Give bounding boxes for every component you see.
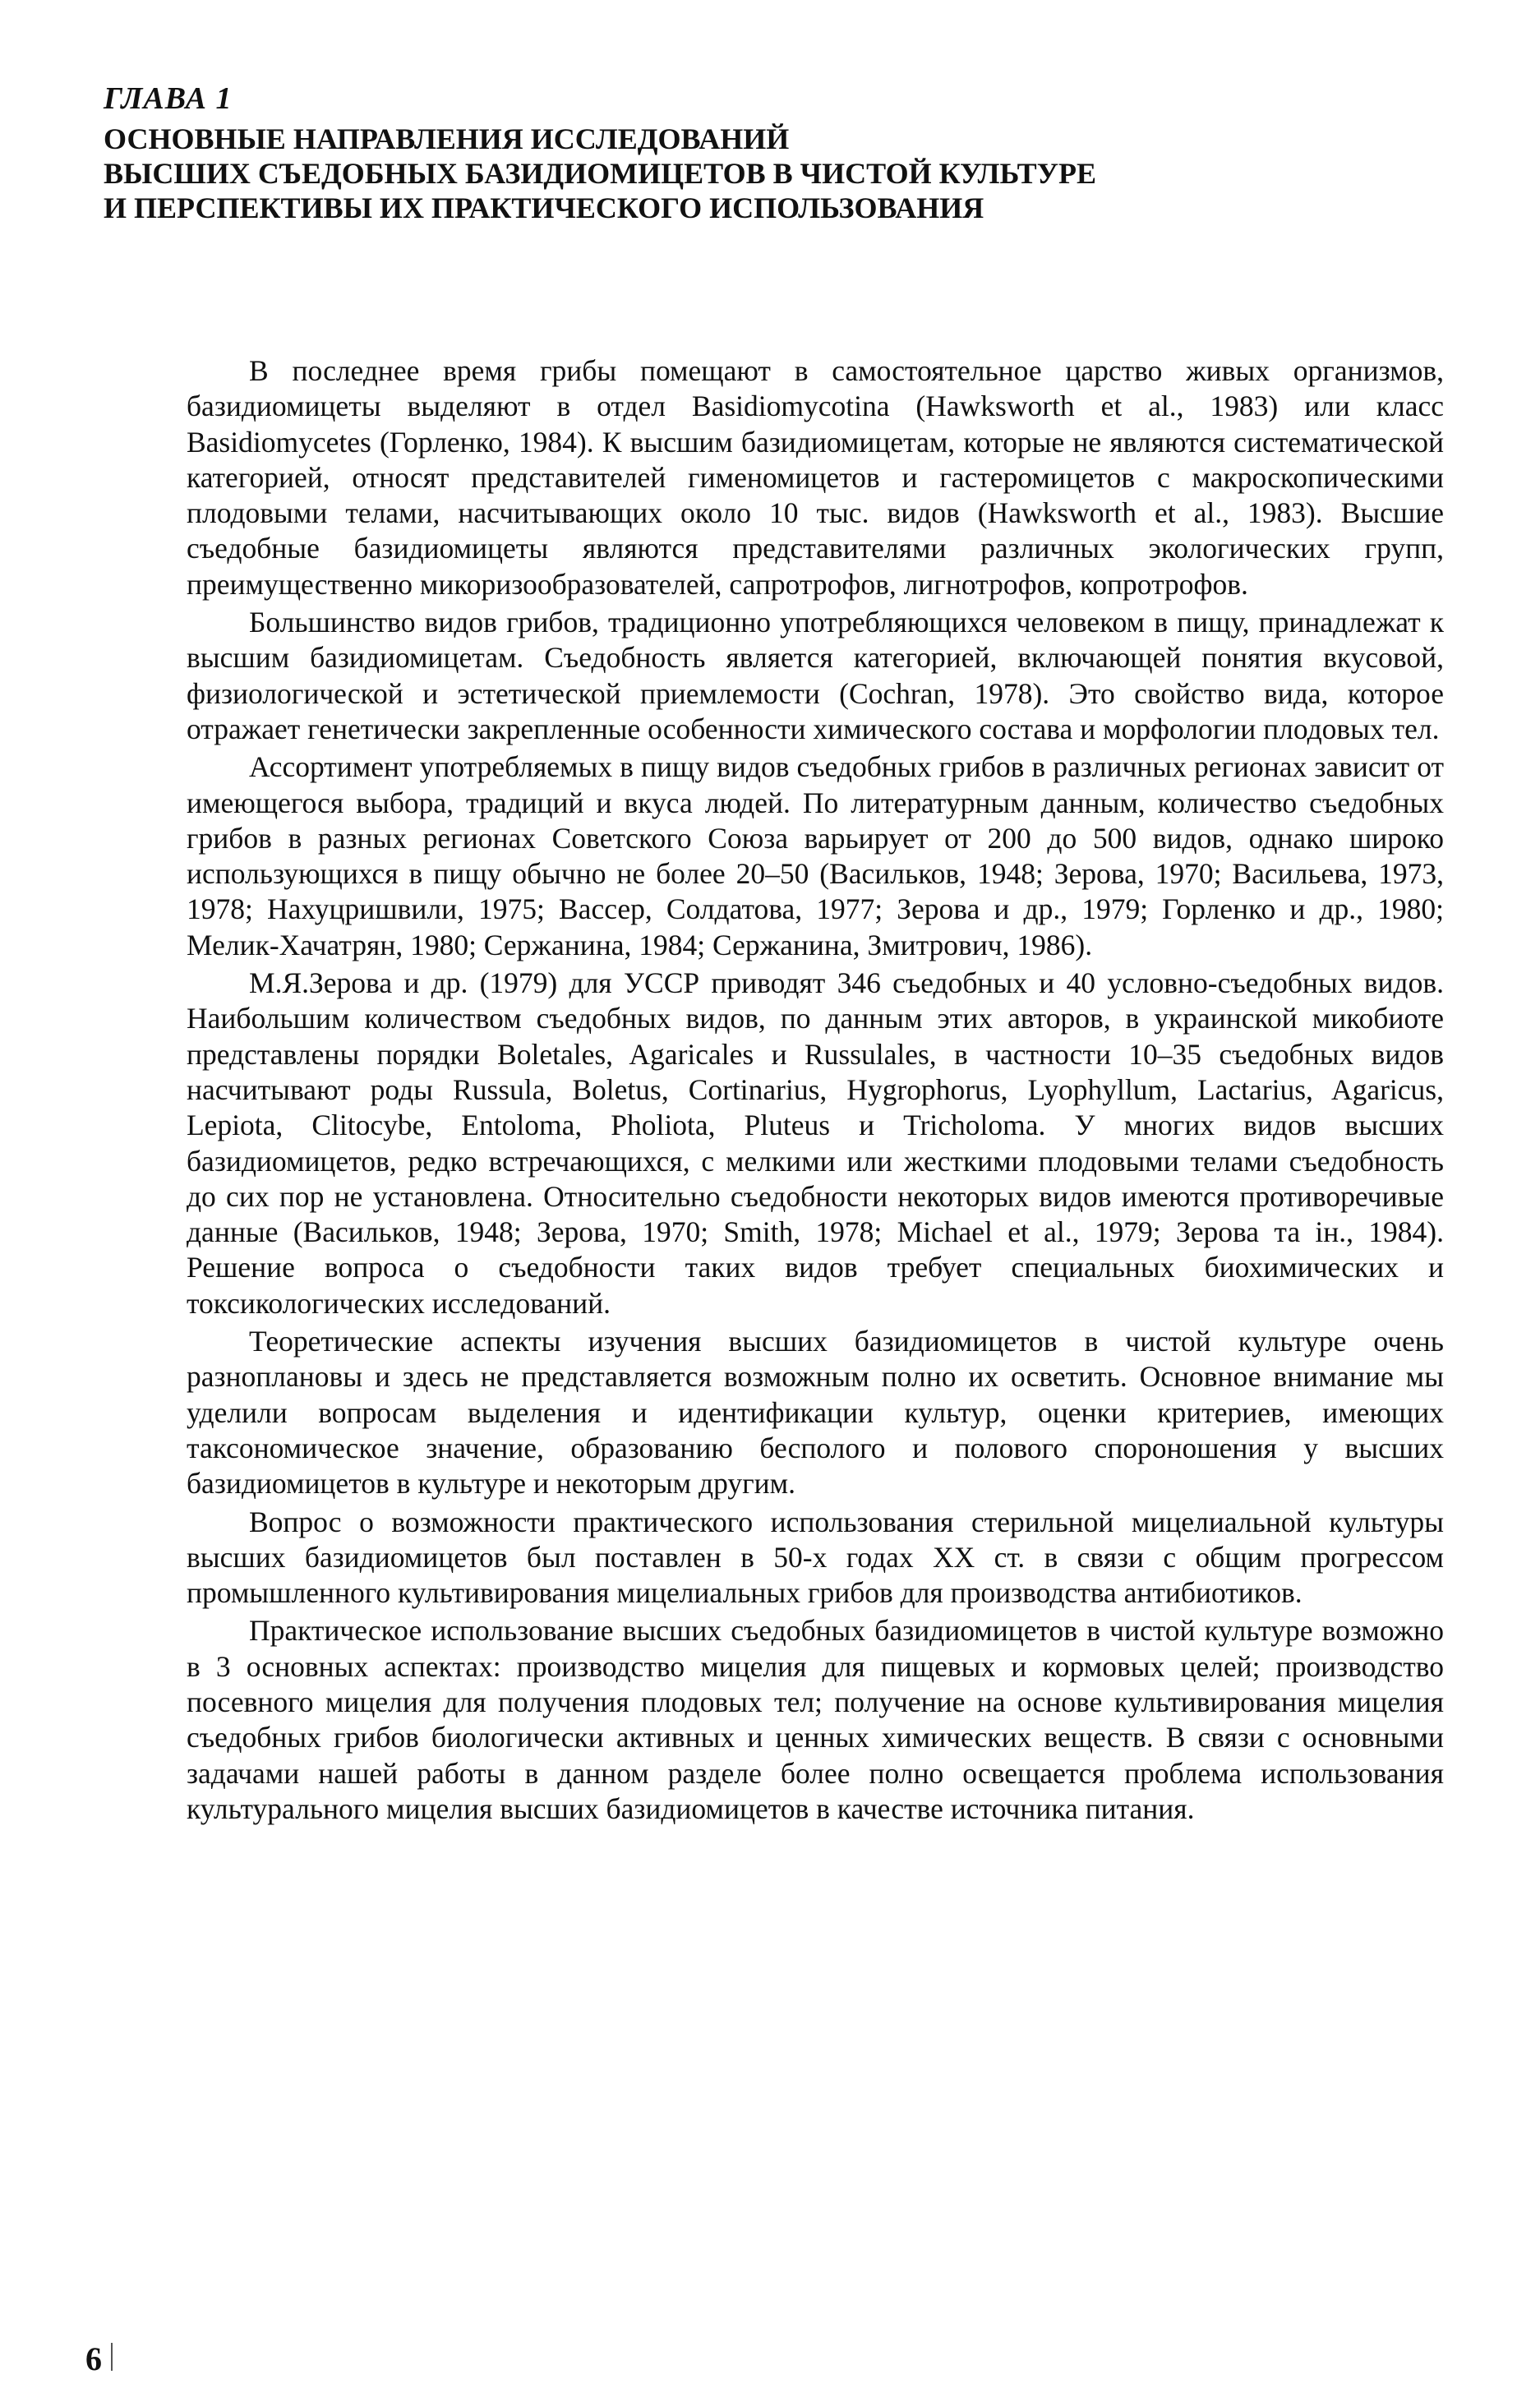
page-number: 6	[85, 2340, 102, 2377]
chapter-title-line: И ПЕРСПЕКТИВЫ ИХ ПРАКТИЧЕСКОГО ИСПОЛЬЗОВАНИЯ	[104, 191, 984, 224]
page-edge-mark	[111, 2343, 113, 2371]
paragraph: Практическое использование высших съедобных базидиомицетов в чистой культуре возможно в 3 основных аспектах: производство мицелия для пищевых и кормовых целей; производство посевного мицелия для получения плодовых тел; получение на основе культивирования мицелия съедобных грибов биологически активных и ценных химических веществ. В связи с основными задачами нашей работы в данном разделе более полно освещается проблема использования культурального мицелия высших базидиомицетов в качестве источника питания.	[187, 1614, 1444, 1825]
chapter-title-line: ОСНОВНЫЕ НАПРАВЛЕНИЯ ИССЛЕДОВАНИЙ	[104, 122, 790, 155]
paragraph: Большинство видов грибов, традиционно употребляющихся человеком в пищу, принадлежат к высшим базидиомицетам. Съедобность является категорией, включающей понятия вкусовой, физиологической и эстетической приемлемости (Cochran, 1978). Это свойство вида, которое отражает генетически закрепленные особенности химического состава и морфологии плодовых тел.	[187, 606, 1444, 745]
paragraph: Вопрос о возможности практического использования стерильной мицелиальной культуры высших базидиомицетов был поставлен в 50-х годах XX ст. в связи с общим прогрессом промышленного культивирования мицелиальных грибов для производства антибиотиков.	[187, 1505, 1444, 1610]
paragraph: Теоретические аспекты изучения высших базидиомицетов в чистой культуре очень разноплановы и здесь не представляется возможным полно их осветить. Основное внимание мы уделили вопросам выделения и идентификации культур, оценки критериев, имеющих таксономическое значение, образованию бесполого и полового спороношения у высших базидиомицетов в культуре и некоторым другим.	[187, 1325, 1444, 1501]
chapter-title-line: ВЫСШИХ СЪЕДОБНЫХ БАЗИДИОМИЦЕТОВ В ЧИСТОЙ КУЛЬТУРЕ	[104, 157, 1097, 190]
body-text	[187, 353, 1444, 1827]
paragraph: М.Я.Зерова и др. (1979) для УССР приводят 346 съедобных и 40 условно-съедобных видов. Наибольшим количеством съедобных видов, по данным этих авторов, в украинской микобиоте представлены порядки Boletales, Agaricales и Russulales, в частности 10–35 съедобных видов насчитывают роды Russula, Boletus, Cortinarius, Hygrophorus, Lyophyllum, Lactarius, Agaricus, Lepiota, Clitocybe, Entoloma, Pholiota, Pluteus и Tricholoma. У многих видов высших базидиомицетов, редко встречающихся, с мелкими или жесткими плодовыми телами съедобность до сих пор не установлена. Относительно съедобности некоторых видов имеются противоречивые данные (Васильков, 1948; Зерова, 1970; Smith, 1978; Michael et al., 1979; Зерова та ін., 1984). Решение вопроса о съедобности таких видов требует специальных биохимических и токсикологических исследований.	[187, 966, 1444, 1320]
chapter-title	[104, 122, 1459, 225]
paragraph: Ассортимент употребляемых в пищу видов съедобных грибов в различных регионах зависит от имеющегося выбора, традиций и вкуса людей. По литературным данным, количество съедобных грибов в разных регионах Советского Союза варьирует от 200 до 500 видов, однако широко использующихся в пищу обычно не более 20–50 (Васильков, 1948; Зерова, 1970; Васильева, 1973, 1978; Нахуцришвили, 1975; Вассер, Солдатова, 1977; Зерова и др., 1979; Горленко и др., 1980; Мелик-Хачатрян, 1980; Сержанина, 1984; Сержанина, Змитрович, 1986).	[187, 750, 1444, 961]
chapter-label: ГЛАВА 1	[104, 81, 233, 116]
paragraph: В последнее время грибы помещают в самостоятельное царство живых организмов, базидиомицеты выделяют в отдел Basidiomycotina (Hawksworth et al., 1983) или класс Basidiomycetes (Горленко, 1984). К высшим базидиомицетам, которые не являются систематической категорией, относят представителей гименомицетов и гастеромицетов с макроскопическими плодовыми телами, насчитывающих около 10 тыс. видов (Hawksworth et al., 1983). Высшие съедобные базидиомицеты являются представителями различных экологических групп, преимущественно микоризообразователей, сапротрофов, лигнотрофов, копротрофов.	[187, 354, 1444, 601]
